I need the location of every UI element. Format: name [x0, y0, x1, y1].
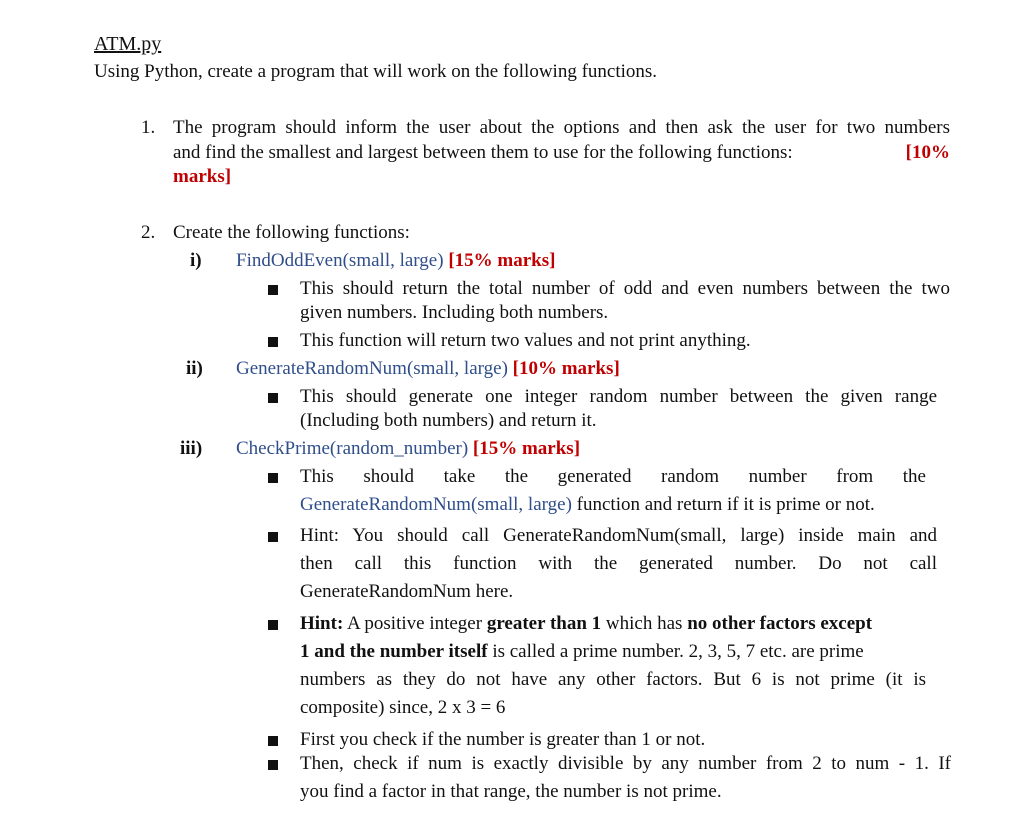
- bullet-marker: [268, 532, 278, 542]
- hint-1-line-3: GenerateRandomNum here.: [300, 581, 514, 602]
- bullet-marker: [268, 760, 278, 770]
- function-1-signature: FindOddEven(small, large): [236, 250, 444, 271]
- function-3-bullet-1-line-2: [300, 494, 875, 516]
- function-3-heading: [236, 438, 580, 460]
- function-1-bullet-1-line-1: This should return the total number of odd and even numbers between the two: [300, 278, 950, 299]
- hint-1-line-1: Hint: You should call GenerateRandomNum(small, large) inside main and: [300, 525, 937, 546]
- function-3-roman: iii): [180, 438, 203, 459]
- function-3-bullet-1-line-1: This should take the generated random number from the: [300, 466, 926, 487]
- function-2-marks: [10% marks]: [512, 358, 620, 379]
- item-1-marks-b: marks]: [173, 166, 232, 187]
- item-2-text: Create the following functions:: [173, 222, 410, 243]
- function-1-bullet-2: This function will return two values and not print anything.: [300, 330, 751, 351]
- bullet-marker: [268, 337, 278, 347]
- bullet-marker: [268, 736, 278, 746]
- function-2-bullet-1-line-1: This should generate one integer random number between the given range: [300, 386, 937, 407]
- intro-text: Using Python, create a program that will work on the following functions.: [94, 61, 658, 82]
- bullet-marker: [268, 393, 278, 403]
- item-1-line-1: The program should inform the user about the options and then ask the user for two numbers: [173, 117, 950, 138]
- document-title: ATM.py: [94, 33, 162, 55]
- item-1-marks-a: [10%: [905, 142, 950, 163]
- function-3-signature: CheckPrime(random_number): [236, 438, 469, 459]
- function-1-bullet-1-line-2: given numbers. Including both numbers.: [300, 302, 609, 323]
- function-1-roman: i): [190, 250, 202, 271]
- function-3-bullet-1-rest: function and return if it is prime or not.: [571, 494, 875, 515]
- item-1-number: 1.: [141, 117, 156, 138]
- hint-2-l2-a: 1 and the number itself: [300, 641, 488, 662]
- function-1-marks: [15% marks]: [448, 250, 556, 271]
- hint-2-line-2: [300, 641, 864, 663]
- bullet-marker: [268, 473, 278, 483]
- function-3-marks: [15% marks]: [472, 438, 581, 459]
- item-2-number: 2.: [141, 222, 156, 243]
- function-2-heading: [236, 358, 620, 380]
- hint-2-l2-b: is called a prime number. 2, 3, 5, 7 etc. are prime: [487, 641, 864, 662]
- function-2-roman: ii): [186, 358, 203, 379]
- function-3-bullet-5-line-1: Then, check if num is exactly divisible by any number from 2 to num - 1. If: [300, 753, 951, 774]
- function-2-signature: GenerateRandomNum(small, large): [236, 358, 508, 379]
- function-3-bullet-4: First you check if the number is greater than 1 or not.: [300, 729, 706, 750]
- function-3-bullet-1-fn: GenerateRandomNum(small, large): [300, 494, 572, 515]
- hint-2-line-1: [300, 613, 872, 635]
- item-1-line-2: [173, 142, 950, 164]
- item-1-line-2-text: and find the smallest and largest between them to use for the following functions:: [173, 142, 793, 163]
- bullet-marker: [268, 285, 278, 295]
- hint-2-l1-d: no other factors except: [687, 613, 873, 634]
- bullet-marker: [268, 620, 278, 630]
- hint-2-line-4: composite) since, 2 x 3 = 6: [300, 697, 506, 718]
- function-1-heading: [236, 250, 555, 272]
- hint-2-l1-a: A positive integer: [343, 613, 487, 634]
- function-3-bullet-5-line-2: you find a factor in that range, the number is not prime.: [300, 781, 722, 802]
- hint-2-l1-b: greater than 1: [486, 613, 602, 634]
- hint-2-label: Hint:: [300, 613, 344, 634]
- hint-1-line-2: then call this function with the generated number. Do not call: [300, 553, 937, 574]
- hint-2-line-3: numbers as they do not have any other factors. But 6 is not prime (it is: [300, 669, 926, 690]
- hint-2-l1-c: which has: [601, 613, 688, 634]
- function-2-bullet-1-line-2: (Including both numbers) and return it.: [300, 410, 597, 431]
